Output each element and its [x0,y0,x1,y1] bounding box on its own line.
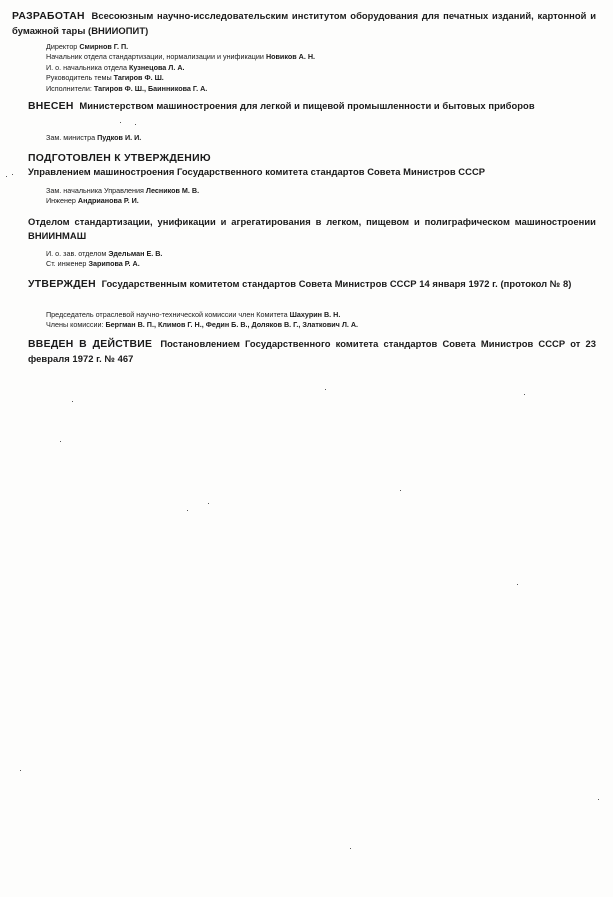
scan-speck [350,848,351,849]
introduced-text: Министерством машиностроения для легкой и пищевой промышленности и бытовых приборов [79,100,535,111]
scan-speck [524,394,525,395]
signatory-line: И. о. зав. отделом Эдельман Е. В. [46,249,163,258]
approved-signatories [46,310,358,331]
introduced-signatories [46,133,141,143]
developed-paragraph [12,9,596,38]
signatory-line: Председатель отраслевой научно-технической комиссии член Комитета Шахурин В. Н. [46,310,341,319]
signatory-line: Зам. министра Пудков И. И. [46,133,142,142]
scan-speck [6,176,7,177]
prepared-heading: ПОДГОТОВЛЕН К УТВЕРЖДЕНИЮ [28,153,211,164]
scan-speck [400,490,401,491]
scan-speck [20,770,21,771]
effective-lead: ВВЕДЕН В ДЕЙСТВИЕ [28,339,153,350]
scan-speck [60,441,61,442]
scan-speck [72,401,73,402]
scan-speck [598,799,599,800]
signatory-line: И. о. начальника отдела Кузнецова Л. А. [46,62,185,72]
signatory-line: Зам. начальника Управления Лесников М. В. [46,186,200,195]
effective-paragraph [28,337,596,366]
developed-text: Всесоюзным научно-исследовательским институтом оборудования для печатных изданий, картонной и бумажной тары (ВНИИОПИТ) [12,10,597,36]
prepared-text-1: Управлением машиностроения Государственного комитета стандартов Совета Министров СССР [28,166,486,177]
signatory-line: Члены комиссии: Бергман В. П., Климов Г. Н., Федин Б. В., Доляков В. Г., Златкович Л. А. [46,320,359,330]
scan-speck [135,124,136,125]
prepared-signatories-1 [46,186,199,207]
scan-speck [208,503,209,504]
signatory-line: Руководитель темы Тагиров Ф. Ш. [46,73,164,83]
signatory-line: Ст. инженер Зарипова Р. А. [46,259,140,269]
scan-speck [120,122,121,123]
scan-speck [517,584,518,585]
approved-text: Государственным комитетом стандартов Совета Министров СССР 14 января 1972 г. (протокол № 8) [101,278,572,289]
scan-speck [187,510,188,511]
signatory-line: Исполнители: Тагиров Ф. Ш., Баинникова Г. А. [46,83,208,93]
signatory-line: Директор Смирнов Г. П. [46,42,129,51]
approved-paragraph [28,277,596,292]
introduced-lead: ВНЕСЕН [28,101,74,112]
developed-signatories [46,42,315,94]
approved-lead: УТВЕРЖДЕН [28,279,96,290]
scan-speck [325,389,326,390]
prepared-text-2: Отделом стандартизации, унификации и агрегатирования в легком, пищевом и полиграфическом машиностроении ВНИИНМАШ [28,216,596,241]
scan-speck [12,174,13,175]
introduced-paragraph [28,99,596,114]
prepared-signatories-2 [46,249,162,270]
developed-lead: РАЗРАБОТАН [12,11,85,22]
signatory-line: Начальник отдела стандартизации, нормализации и унификации Новиков А. Н. [46,52,316,62]
signatory-line: Инженер Андрианова Р. И. [46,196,139,206]
effective-text: Постановлением Государственного комитета стандартов Совета Министров СССР от 23 февраля 1972 г. № 467 [28,338,596,364]
